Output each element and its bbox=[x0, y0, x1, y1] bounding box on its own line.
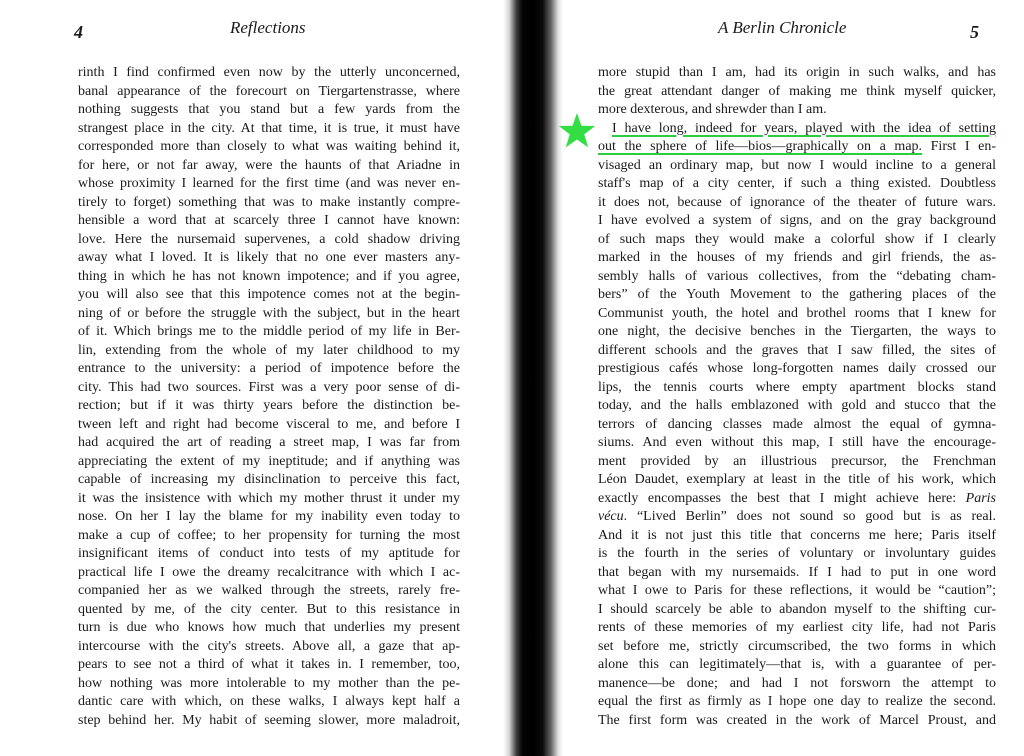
text-line: make a cup of coffee; to her propensity for turning the most bbox=[78, 527, 460, 543]
running-head-left: Reflections bbox=[230, 18, 306, 37]
text-line: dantic care with which, on these walks, I always kept half a bbox=[78, 694, 460, 709]
text-line: rents of these memories of my earliest city life, had not Paris bbox=[598, 620, 996, 635]
star-icon bbox=[558, 112, 596, 150]
text-line: corresponded more than closely to what was waiting behind it, bbox=[78, 139, 460, 154]
text-line: staff's map of a city center, if such a thing existed. Doubtless bbox=[598, 176, 996, 191]
text-line: of it. Which brings me to the middle period of my life in Ber- bbox=[78, 324, 460, 339]
text-line: practical life I owe the dreamy recalcitrance with which I ac- bbox=[78, 564, 460, 580]
text-line: city. This had two sources. First was a very poor sense of di- bbox=[78, 379, 460, 395]
text-line: ment provided by an illustrious precursor, the Frenchman bbox=[598, 453, 996, 469]
highlight-span: I have long, indeed for years, played with the idea of setting bbox=[612, 120, 996, 136]
text-line: exactly encompasses the best that I might achieve here: Paris bbox=[598, 490, 996, 506]
text-line: more dexterous, and shrewder than I am. bbox=[598, 102, 827, 117]
text-line: manence—be done; and had I not forsworn the attempt to bbox=[598, 675, 996, 691]
text-line: you will also see that this impotence comes not at the begin- bbox=[78, 287, 460, 302]
text-line: prestigious cafés whose long-forgotten names daily crossed our bbox=[598, 361, 996, 376]
text-line: appreciating the extent of my ineptitude; and if anything was bbox=[78, 453, 460, 469]
text-line: banal appearance of the forecourt on Tiergartenstrasse, where bbox=[78, 83, 460, 99]
text-line: I have evolved a system of signs, and on the gray background bbox=[598, 213, 996, 228]
text-line: for here, or not far away, were the haunts of that Ariadne in bbox=[78, 157, 460, 173]
text-line: of such maps they would make a colorful show if I clearly bbox=[598, 231, 996, 247]
text-line: marked in the houses of my friends and girl friends, the as- bbox=[598, 250, 996, 265]
text-line: more stupid than I am, had its origin in such walks, and has bbox=[598, 65, 996, 80]
text-line: bers” of the Youth Movement to the gathering places of the bbox=[598, 287, 996, 302]
text-line: strangest place in the city. At that time, it is true, it must have bbox=[78, 120, 460, 136]
text-line: it was the insistence with which my mother thrust it under my bbox=[78, 490, 460, 506]
text-line: lin, extending from the whole of my later childhood to my bbox=[78, 342, 460, 358]
text-line: nothing suggests that you stand but a few yards from the bbox=[78, 102, 460, 117]
text-line: intercourse with the city's streets. Above all, a gaze that ap- bbox=[78, 638, 460, 654]
text-line: terrors of dancing classes made almost the equal of gymna- bbox=[598, 416, 996, 432]
text-line: rinth I find confirmed even now by the utterly unconcerned, bbox=[78, 65, 460, 80]
text-line: what I owe to Paris for these reflections, it would be “caution”; bbox=[598, 583, 996, 598]
text-line: different schools and the graves that I saw filled, the sites of bbox=[598, 342, 996, 358]
text-line: And it is not just this title that concerns me here; Paris itself bbox=[598, 527, 996, 543]
highlighted-line bbox=[598, 138, 996, 157]
highlighted-line bbox=[598, 120, 996, 139]
text-line: the great attendant danger of making me think myself quicker, bbox=[598, 83, 996, 99]
running-head-right: A Berlin Chronicle bbox=[718, 18, 847, 37]
text-line: visaged an ordinary map, but now I would incline to a general bbox=[598, 157, 996, 173]
text-line: insignificant items of conduct into tests of my aptitude for bbox=[78, 546, 460, 561]
text-line: tween left and right had become visceral to me, and before I bbox=[78, 416, 460, 432]
text-line: away what I loved. It is likely that no one ever masters any- bbox=[78, 250, 460, 265]
text-line: that began with my nursemaids. If I had to put in one word bbox=[598, 564, 996, 580]
text-line: it does not, because of ignorance of the theater of future wars. bbox=[598, 194, 996, 210]
text-line: pears to see not a third of what it takes in. I remember, too, bbox=[78, 657, 460, 672]
text-line: step behind her. My habit of seeming slower, more maladroit, bbox=[78, 712, 460, 728]
text-line: equal the first as firmly as I hope one day to realize the second. bbox=[598, 694, 996, 709]
text-line: companied her as we walked through the streets, rarely fre- bbox=[78, 583, 460, 598]
page-number-left: 4 bbox=[74, 22, 83, 42]
text-line: turn is due who knows how much that underlies my present bbox=[78, 620, 460, 635]
text-line: rection; but if it was thirty years before the distinction be- bbox=[78, 398, 460, 413]
text-line: entrance to the university: a period of impotence before the bbox=[78, 361, 460, 376]
text-line: I should scarcely be able to abandon myself to the shifting cur- bbox=[598, 601, 996, 617]
text-line: lips, the tennis courts where empty apartment blocks stand bbox=[598, 379, 996, 395]
text-line: whose proximity I learned for the first time (and was never en- bbox=[78, 176, 460, 191]
text-span: First I en- bbox=[930, 139, 997, 154]
text-line: set before me, strictly circumscribed, the two forms in which bbox=[598, 638, 996, 654]
page-number-right: 5 bbox=[970, 22, 979, 42]
text-line: love. Here the nursemaid supervenes, a cold shadow driving bbox=[78, 231, 460, 247]
left-body-text bbox=[78, 64, 460, 730]
text-line: Communist youth, the hotel and brothel rooms that I knew for bbox=[598, 305, 996, 321]
text-line: how nothing was more intolerable to my mother than the pe- bbox=[78, 675, 460, 691]
text-line: The first form was created in the work of Marcel Proust, and bbox=[598, 712, 996, 728]
text-line: today, and the halls emblazoned with gold and stucco that the bbox=[598, 398, 996, 413]
right-body-text bbox=[598, 64, 996, 730]
text-line: sembly halls of various collectives, from the “debating cham- bbox=[598, 268, 996, 284]
text-line: tirely to forget) something that was to make instantly compre- bbox=[78, 194, 460, 210]
text-line: is the fourth in the series of voluntary or involuntary guides bbox=[598, 546, 996, 561]
text-line: vécu. “Lived Berlin” does not sound so good but is as real. bbox=[598, 509, 996, 524]
text-line: siums. And even without this map, I still have the encourage- bbox=[598, 435, 996, 450]
text-line: nose. On her I lay the blame for my inability even today to bbox=[78, 509, 460, 524]
text-line: capable of increasing my disinclination to perceive this fact, bbox=[78, 472, 460, 487]
text-line: hensible a word that at scarcely three I cannot have known: bbox=[78, 213, 460, 228]
text-line: quented by me, of the city center. But to this resistance in bbox=[78, 601, 460, 617]
text-line: ning of or before the struggle with the subject, but in the heart bbox=[78, 305, 460, 321]
text-line: Léon Daudet, exemplary at least in the title of his work, which bbox=[598, 472, 996, 487]
text-line: thing in which he has not known impotence; and if you agree, bbox=[78, 268, 460, 284]
text-line: one night, the decisive benches in the Tiergarten, the ways to bbox=[598, 324, 996, 339]
text-line: alone this can legitimately—that is, with a guarantee of per- bbox=[598, 657, 996, 672]
highlight-span: out the sphere of life—bios—graphically on a map. bbox=[598, 139, 923, 154]
text-line: had acquired the art of reading a street map, I was far from bbox=[78, 435, 460, 450]
